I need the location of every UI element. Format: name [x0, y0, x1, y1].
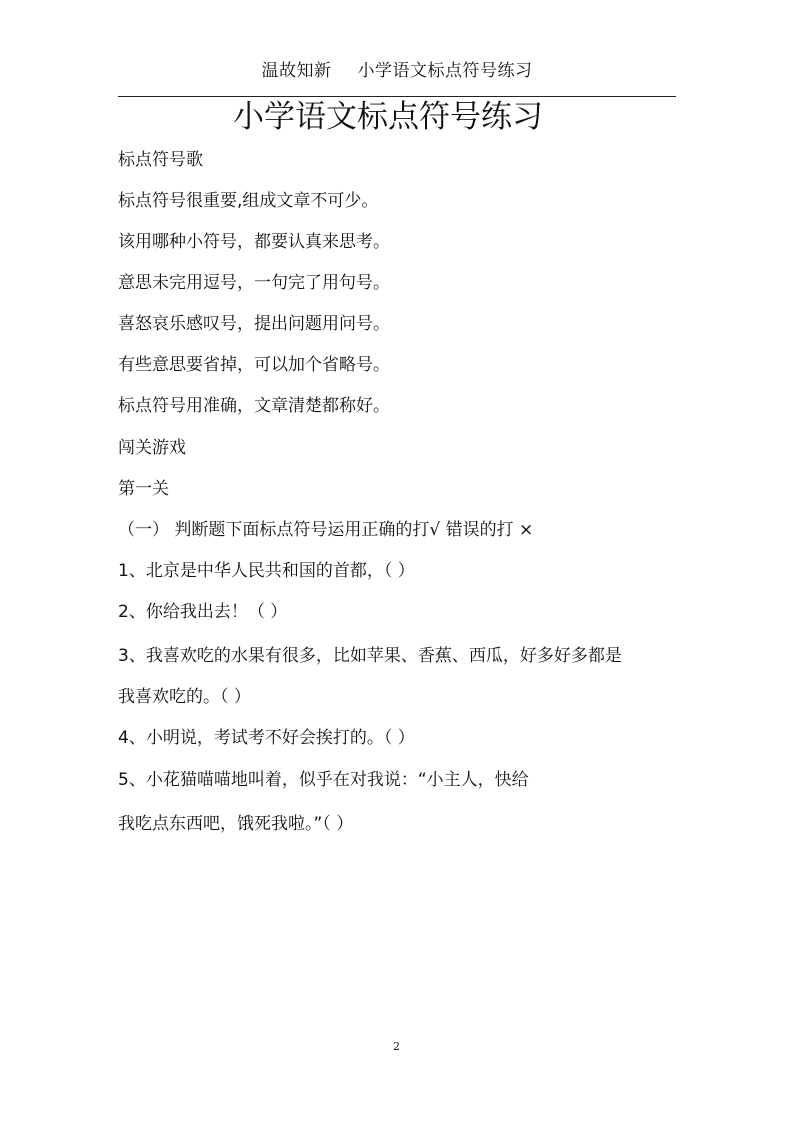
song-line-2: 该用哪种小符号，都要认真来思考。 — [118, 232, 390, 252]
running-header — [118, 56, 676, 81]
question-item-5: 5、小花猫喵喵地叫着，似乎在对我说：“小主人，快给 — [118, 770, 529, 790]
section-heading-game: 闯关游戏 — [118, 438, 186, 458]
header-right-text: 小学语文标点符号练习 — [357, 61, 533, 81]
question-item-1: 1、北京是中华人民共和国的首都，（ ） — [118, 561, 415, 581]
question-item-3-cont: 我喜欢吃的。（ ） — [118, 687, 251, 707]
question-item-4: 4、小明说，考试考不好会挨打的。（ ） — [118, 728, 415, 748]
song-line-1: 标点符号很重要,组成文章不可少。 — [118, 191, 379, 211]
question-item-3: 3、我喜欢吃的水果有很多，比如苹果、香蕉、西瓜，好多好多都是 — [118, 646, 622, 666]
song-line-3: 意思未完用逗号，一句完了用句号。 — [118, 273, 390, 293]
song-line-4: 喜怒哀乐感叹号，提出问题用问号。 — [118, 314, 390, 334]
song-line-5: 有些意思要省掉，可以加个省略号。 — [118, 355, 390, 375]
question-instruction: （一） 判断题下面标点符号运用正确的打√ 错误的打 × — [118, 520, 534, 540]
header-left-text: 温故知新 — [261, 61, 332, 81]
page-number: 2 — [393, 1040, 400, 1053]
song-line-6: 标点符号用准确，文章清楚都称好。 — [118, 396, 390, 416]
section-heading-song: 标点符号歌 — [118, 150, 203, 170]
question-item-5-cont: 我吃点东西吧，饿死我啦。”（ ） — [118, 814, 354, 834]
page-title: 小学语文标点符号练习 — [233, 99, 543, 135]
question-item-2: 2、你给我出去！（ ） — [118, 602, 288, 622]
level-heading: 第一关 — [118, 479, 169, 499]
